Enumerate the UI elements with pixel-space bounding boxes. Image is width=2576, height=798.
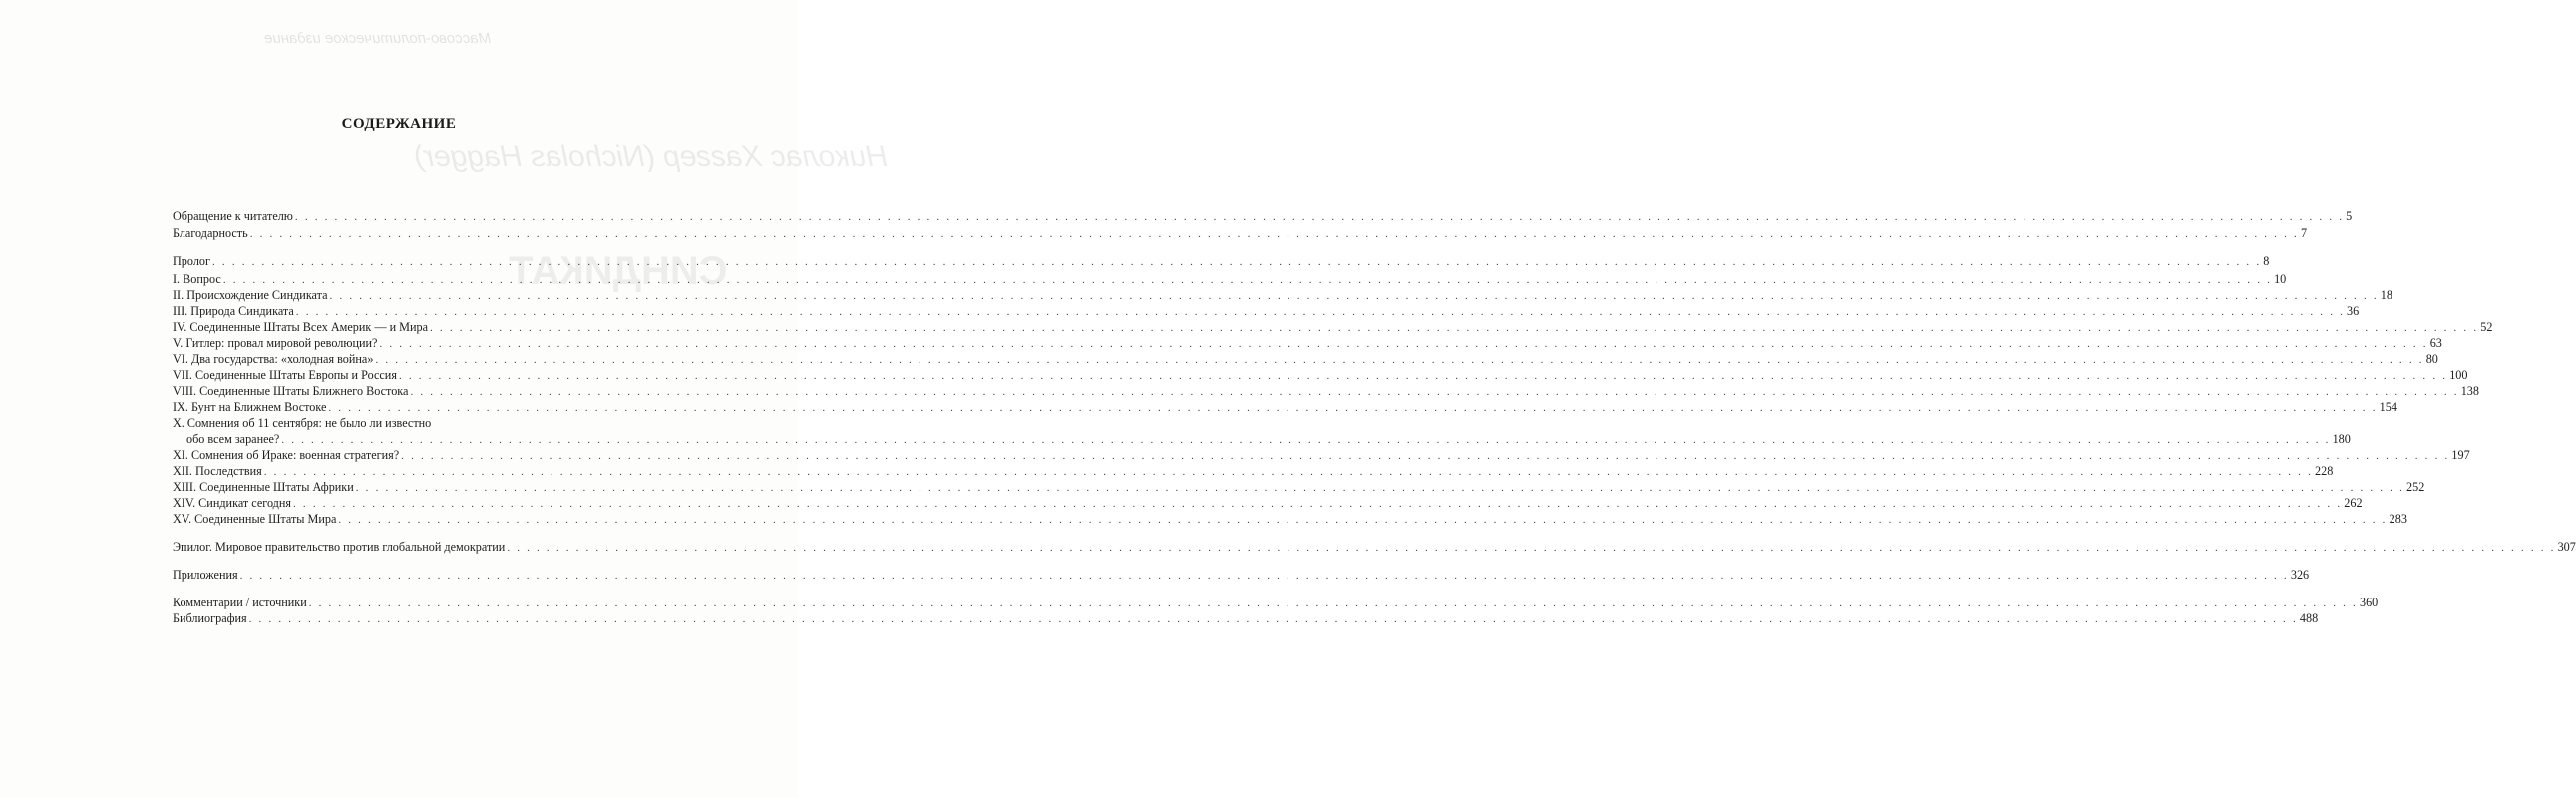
toc-entry-label: Приложения <box>173 568 238 582</box>
toc-entry-page: 80 <box>2425 352 2438 366</box>
dot-leader <box>430 320 2478 336</box>
toc-entry <box>173 287 2392 303</box>
toc-entry-label: XI. Сомнения об Ираке: военная стратегия? <box>173 448 400 462</box>
show-through-author-line: Николас Хаггер (Nicholas Hagger) <box>414 140 888 173</box>
toc-entry-label-continuation: обо всем заранее? <box>186 432 280 446</box>
toc-entry-page: 8 <box>2263 254 2270 268</box>
toc-entry-page: 228 <box>2315 464 2334 478</box>
toc-entry <box>173 351 2438 367</box>
toc-entry-label: VI. Два государства: «холодная война» <box>173 352 374 366</box>
toc-entry <box>173 610 2319 626</box>
dot-leader <box>240 568 2289 584</box>
dot-leader <box>330 288 2379 304</box>
toc-entry <box>173 399 2397 415</box>
dot-leader <box>264 464 2313 480</box>
toc-entry-page: 7 <box>2300 226 2308 240</box>
toc-entry-label: IX. Бунт на Ближнем Востоке <box>173 400 327 414</box>
toc-entry-label: I. Вопрос <box>173 272 221 286</box>
toc-entry-label: XIV. Синдикат сегодня <box>173 496 292 510</box>
dot-leader <box>379 336 2427 352</box>
dot-leader <box>375 352 2423 368</box>
dot-leader <box>250 226 2299 242</box>
toc-entry-page: 360 <box>2359 596 2379 609</box>
toc-entry-page: 100 <box>2449 368 2468 382</box>
toc-entry-page: 36 <box>2347 304 2360 318</box>
toc-entry-label: X. Сомнения об 11 сентября: не было ли известно <box>173 416 432 430</box>
toc-entry <box>173 367 2468 383</box>
toc-entry-page: 154 <box>2379 400 2397 414</box>
toc-entry-label: VIII. Соединенные Штаты Ближнего Востока <box>173 384 409 398</box>
toc-entry-page: 283 <box>2389 512 2407 526</box>
show-through-book-title: СИНДИКАТ <box>509 249 728 293</box>
toc-entry <box>173 271 2287 287</box>
toc-entry <box>173 567 2310 583</box>
toc-entry-label: II. Происхождение Синдиката <box>173 288 328 302</box>
toc-entry-label: Благодарность <box>173 226 248 240</box>
toc-entry <box>173 479 2425 495</box>
toc-entry-page: 138 <box>2460 384 2479 398</box>
dot-leader <box>338 512 2387 528</box>
dot-leader <box>249 611 2298 627</box>
dot-leader <box>296 304 2345 320</box>
toc-entry <box>173 335 2442 351</box>
dot-leader <box>399 368 2447 384</box>
toc-entry-label: XIII. Соединенные Штаты Африки <box>173 480 354 494</box>
toc-entry <box>173 303 2360 319</box>
toc-entry-label: Комментарии / источники <box>173 596 307 609</box>
toc-entry-label: Обращение к читателю <box>173 209 293 223</box>
toc-entry-page: 326 <box>2290 568 2310 582</box>
dot-leader <box>309 596 2358 611</box>
toc-entry-label: XV. Соединенные Штаты Мира <box>173 512 337 526</box>
toc-entry-label: Эпилог. Мировое правительство против глобальной демократии <box>173 540 506 554</box>
toc-entry-label: IV. Соединенные Штаты Всех Америк — и Мира <box>173 320 429 334</box>
toc-entry-label: Пролог <box>173 254 211 268</box>
page-title: СОДЕРЖАНИЕ <box>341 116 457 132</box>
toc-entry-page: 10 <box>2274 272 2287 286</box>
dot-leader <box>281 432 2330 448</box>
toc-entry-page: 18 <box>2380 288 2392 302</box>
toc-entry <box>173 208 2353 224</box>
toc-entry <box>173 511 2407 527</box>
toc-entry-page: 63 <box>2429 336 2442 350</box>
dot-leader <box>328 400 2377 416</box>
toc-entry-page: 180 <box>2332 432 2351 446</box>
toc-entry-page: 52 <box>2480 320 2493 334</box>
dot-leader <box>410 384 2458 400</box>
toc-entry <box>173 319 2493 335</box>
toc-entry-label: XII. Последствия <box>173 464 262 478</box>
toc-entry <box>173 383 2479 399</box>
toc-entry <box>173 595 2379 610</box>
dot-leader <box>401 448 2449 464</box>
toc-entry-page: 5 <box>2346 209 2353 223</box>
dot-leader <box>356 480 2404 496</box>
toc-entry-page: 488 <box>2299 611 2319 625</box>
dot-leader <box>295 209 2344 225</box>
toc-entry <box>173 225 2308 241</box>
toc-entry <box>173 447 2470 463</box>
toc-entry-label: V. Гитлер: провал мировой революции? <box>173 336 378 350</box>
toc-entry <box>173 463 2334 479</box>
dot-leader <box>212 254 2261 270</box>
toc-entry <box>173 431 2351 447</box>
toc-entry-label: III. Природа Синдиката <box>173 304 294 318</box>
dot-leader <box>223 272 2272 288</box>
dot-leader <box>507 540 2555 556</box>
toc-entry <box>173 539 2576 555</box>
toc-entry-page: 252 <box>2406 480 2425 494</box>
toc-entry-label: VII. Соединенные Штаты Европы и Россия <box>173 368 397 382</box>
show-through-publisher-line: Массово-политическое издание <box>264 30 492 47</box>
toc-entry-label: Библиография <box>173 611 247 625</box>
toc-entry <box>173 253 2270 269</box>
dot-leader <box>293 496 2342 512</box>
toc-entry-page: 197 <box>2451 448 2470 462</box>
toc-entry <box>173 495 2363 511</box>
toc-entry-page: 307 <box>2557 540 2576 554</box>
toc-entry-page: 262 <box>2344 496 2363 510</box>
